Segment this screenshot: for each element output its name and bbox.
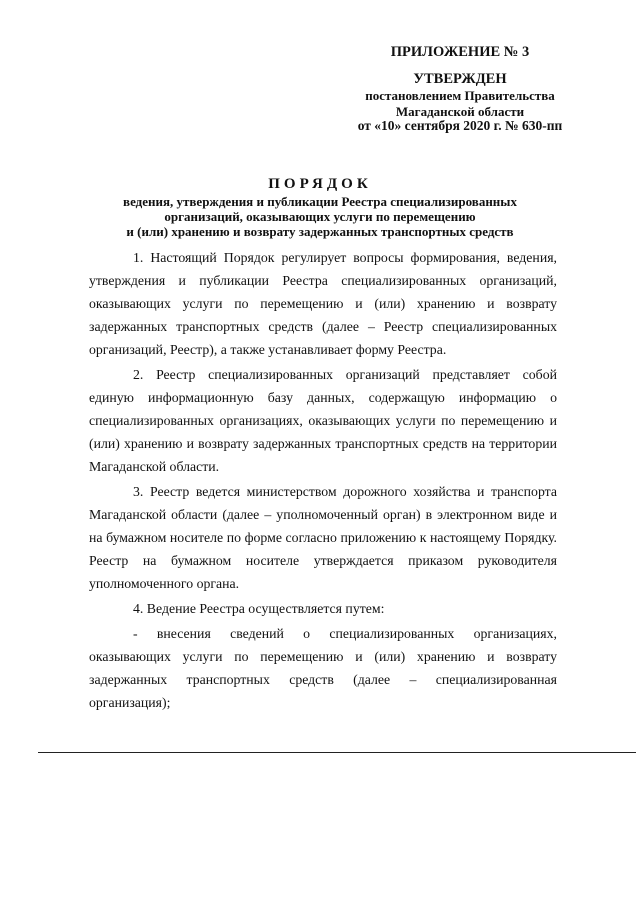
document-subtitle — [90, 194, 550, 239]
paragraph-1: 1. Настоящий Порядок регулирует вопросы формирования, ведения, утверждения и публикации Реестра специализированных организаций, оказывающих услуги по перемещению и (или) хранению и возврату задержанных транспортных средств (далее – Реестр специализированных организаций, Реестр), а также устанавливает форму Реестра. — [89, 250, 557, 357]
document-title: ПОРЯДОК — [268, 176, 372, 192]
approved-heading: УТВЕРЖДЕН — [413, 71, 507, 87]
approved-by — [320, 88, 600, 120]
approval-date: от «10» сентября 2020 г. № 630-пп — [357, 118, 563, 133]
appendix-number: ПРИЛОЖЕНИЕ № 3 — [390, 44, 530, 60]
page-bottom-divider — [38, 752, 636, 753]
paragraph-4: 4. Ведение Реестра осуществляется путем: — [133, 601, 385, 616]
paragraph-3: 3. Реестр ведется министерством дорожного хозяйства и транспорта Магаданской области (далее – уполномоченный орган) в электронном виде и на бумажном носителе по форме согласно приложению к настоящему Порядку. Реестр на бумажном носителе утверждается приказом руководителя уполномоченного органа. — [89, 484, 557, 591]
subtitle-line3: и (или) хранению и возврату задержанных транспортных средств — [126, 224, 514, 239]
document-body — [89, 246, 557, 716]
subtitle-line2: организаций, оказывающих услуги по перемещению — [164, 209, 476, 224]
approved-by-line1: постановлением Правительства — [365, 88, 555, 103]
paragraph-2: 2. Реестр специализированных организаций представляет собой единую информационную базу данных, содержащую информацию о специализированных организациях, оказывающих услуги по перемещению и (или) хранению и возврату задержанных транспортных средств на территории Магаданской области. — [89, 367, 557, 474]
paragraph-4-item: - внесения сведений о специализированных организациях, оказывающих услуги по перемещению и (или) хранению и возврату задержанных транспортных средств (далее – специализированная организация); — [89, 626, 557, 710]
subtitle-line1: ведения, утверждения и публикации Реестра специализированных — [123, 194, 517, 209]
approved-by-line2: Магаданской области — [395, 104, 525, 119]
